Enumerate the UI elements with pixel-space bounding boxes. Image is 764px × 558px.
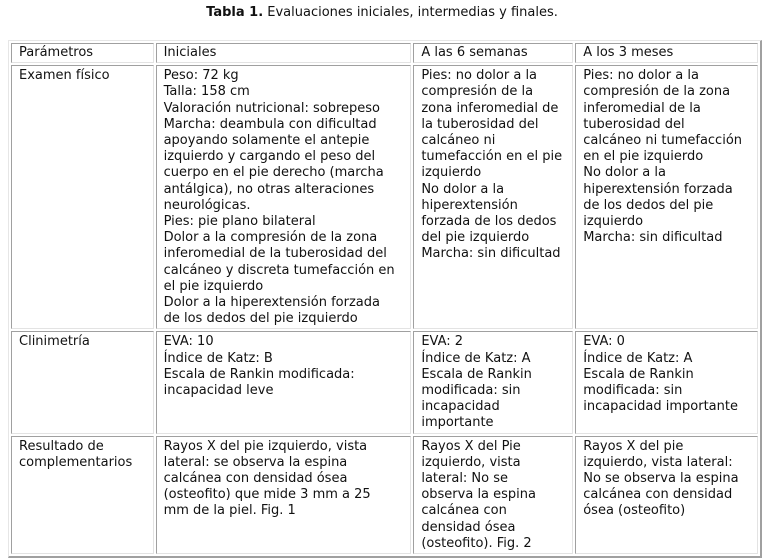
evaluations-table [8,40,762,558]
cell-line: hiperextensión [421,197,518,213]
cell-line: Rayos X del pie izquierdo, vista [163,438,368,454]
cell-line: izquierdo [583,214,644,230]
cell-seis-semanas [413,436,573,554]
cell-line: compresión de la [421,84,534,100]
cell-line: Rayos X del pie [583,438,684,454]
cell-line: Peso: 72 kg [163,68,239,84]
header-seis-semanas: A las 6 semanas [413,43,573,63]
table-row-clinimetria [11,331,758,433]
cell-line: del pie izquierdo [421,230,530,246]
cell-line: No se observa la espina [583,471,739,487]
cell-line: izquierdo y cargando el peso del [163,149,376,165]
table-header-row [11,43,758,63]
cell-line: Dolor a la hiperextensión forzada [163,295,380,311]
cell-line: apoyando solamente el antepie [163,133,370,149]
header-tres-meses: A los 3 meses [575,43,758,63]
cell-line: el pie izquierdo [163,278,264,294]
cell-line: incapacidad importante [583,399,738,415]
cell-line: tumefacción en el pie [421,149,563,165]
cell-line: Pies: no dolor a la [421,68,538,84]
cell-line: en el pie izquierdo [583,149,704,165]
cell-line: inferomedial de la tuberosidad del [163,246,387,262]
cell-line: Rayos X del Pie [421,438,521,454]
cell-line: Escala de Rankin modificada: [163,366,355,382]
cell-line: izquierdo, vista [421,454,521,470]
cell-line: cuerpo en el pie derecho (marcha [163,165,384,181]
cell-line: la tuberosidad del [421,116,539,132]
cell-line: calcáneo ni tumefacción [583,133,743,149]
cell-line: incapacidad leve [163,383,274,399]
cell-line: zona inferomedial de [421,100,559,116]
cell-line: Pies: no dolor a la [583,68,699,84]
cell-line: incapacidad [421,399,500,415]
cell-line: Dolor a la compresión de la zona [163,230,378,246]
cell-line: modificada: sin [421,383,521,399]
cell-iniciales [156,331,412,433]
cell-parameter [11,436,154,554]
cell-line: modificada: sin [583,383,683,399]
cell-line: Escala de Rankin [421,366,532,382]
cell-line: Índice de Katz: A [583,350,693,366]
cell-line: calcáneo ni [421,133,496,149]
cell-line: observa la espina [421,487,536,503]
cell-line: Marcha: sin dificultad [421,246,561,262]
cell-line: Talla: 158 cm [163,84,250,100]
cell-line: Índice de Katz: A [421,350,531,366]
cell-line: hiperextensión forzada [583,181,733,197]
table-row-resultado-complementarios [11,436,758,554]
cell-line: (osteofito). Fig. 2 [421,535,532,551]
table-caption [0,5,764,21]
table-row-examen-fisico [11,65,758,329]
cell-line: Resultado de [19,438,104,454]
cell-iniciales [156,65,412,329]
cell-line: de los dedos del pie [583,197,714,213]
cell-line: EVA: 0 [583,334,625,350]
cell-line: Escala de Rankin [583,366,694,382]
cell-line: (osteofito) que mide 3 mm a 25 [163,487,371,503]
cell-line: izquierdo, vista lateral: [583,454,733,470]
table-caption-label: Tabla 1. [206,5,264,20]
cell-line: de los dedos del pie izquierdo [163,311,358,327]
cell-line: neurológicas. [163,197,251,213]
cell-line: antálgica), no otras alteraciones [163,181,375,197]
cell-line: inferomedial de la [583,100,701,116]
cell-line: calcáneo y discreta tumefacción en [163,262,395,278]
cell-line: calcánea con densidad ósea [163,471,348,487]
table-caption-text: Evaluaciones iniciales, intermedias y finales. [263,5,558,20]
cell-line: calcánea con densidad [583,487,733,503]
cell-line: complementarios [19,454,133,470]
cell-line: densidad ósea [421,519,516,535]
cell-parameter: Examen físico [11,65,154,329]
cell-line: calcánea con [421,503,507,519]
cell-seis-semanas [413,331,573,433]
cell-line: Marcha: deambula con dificultad [163,116,377,132]
cell-parameter: Clinimetría [11,331,154,433]
cell-iniciales [156,436,412,554]
cell-tres-meses [575,331,758,433]
cell-tres-meses [575,436,758,554]
cell-seis-semanas [413,65,573,329]
header-iniciales: Iniciales [156,43,412,63]
cell-line: EVA: 10 [163,334,214,350]
cell-line: EVA: 2 [421,334,464,350]
cell-line: Índice de Katz: B [163,350,273,366]
cell-line: Valoración nutricional: sobrepeso [163,100,380,116]
cell-line: forzada de los dedos [421,214,557,230]
cell-line: izquierdo [421,165,482,181]
cell-line: lateral: No se [421,471,509,487]
cell-line: tuberosidad del [583,116,685,132]
cell-line: lateral: se observa la espina [163,454,348,470]
cell-line: ósea (osteofito) [583,503,686,519]
cell-line: compresión de la zona [583,84,731,100]
cell-line: No dolor a la [583,165,666,181]
cell-tres-meses [575,65,758,329]
cell-line: mm de la piel. Fig. 1 [163,503,296,519]
cell-line: Marcha: sin dificultad [583,230,723,246]
cell-line: No dolor a la [421,181,505,197]
cell-line: Pies: pie plano bilateral [163,214,316,230]
cell-line: importante [421,415,494,431]
header-parametros: Parámetros [11,43,154,63]
